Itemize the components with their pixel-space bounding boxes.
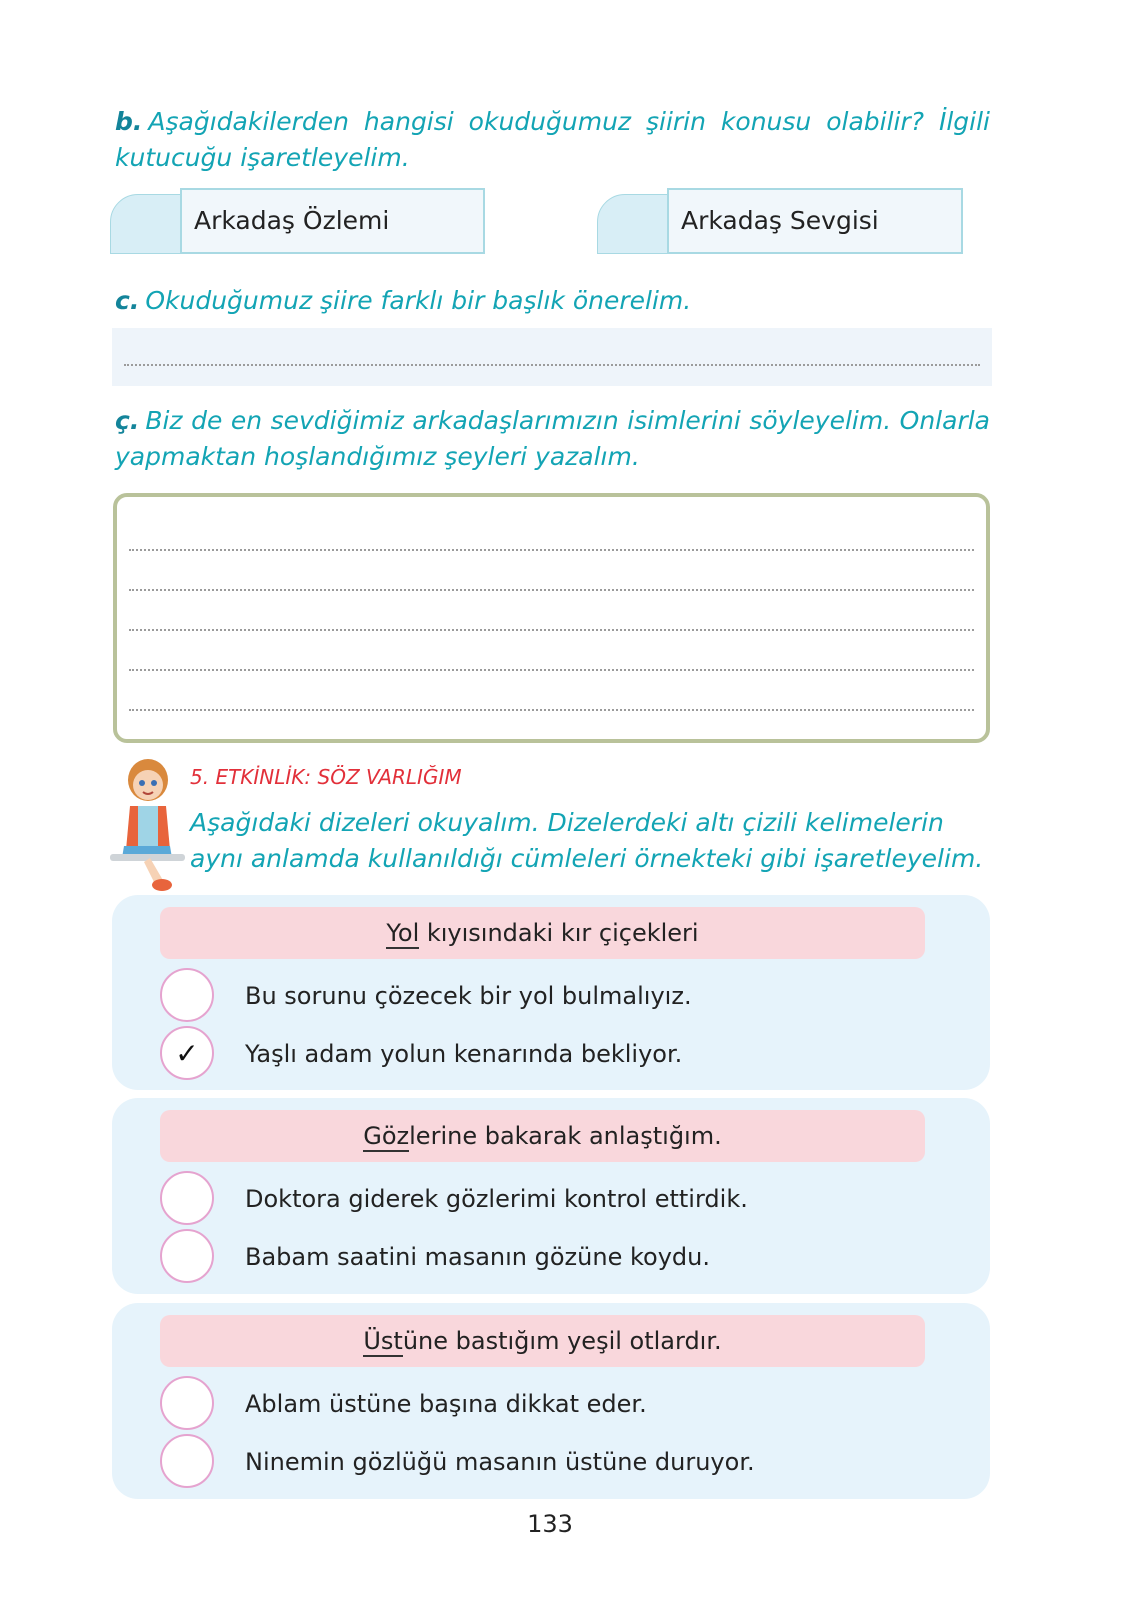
question-b-letter: b. — [115, 107, 143, 136]
verse-rest: üne bastığım yeşil otlardır. — [402, 1327, 722, 1355]
verse-rest: lerine bakarak anlaştığım. — [409, 1122, 722, 1150]
option-circle[interactable] — [160, 1376, 214, 1430]
option-row[interactable] — [160, 968, 940, 1024]
question-b-text: Aşağıdakilerden hangisi okuduğumuz şiirin konusu olabilir? İlgili kutucuğu işaretleyelim. — [115, 107, 990, 172]
underlined-word: Yol — [386, 919, 420, 947]
option-row[interactable] — [160, 1434, 940, 1490]
underlined-word: Göz — [363, 1122, 410, 1150]
question-cc-letter: ç. — [115, 406, 140, 435]
question-c-letter: c. — [115, 286, 140, 315]
question-b — [115, 104, 990, 176]
option-circle[interactable] — [160, 968, 214, 1022]
choice-label: Arkadaş Özlemi — [180, 188, 485, 254]
option-circle[interactable] — [160, 1171, 214, 1225]
question-c-text: Okuduğumuz şiire farklı bir başlık önerelim. — [145, 286, 692, 315]
option-text: Ninemin gözlüğü masanın üstüne duruyor. — [245, 1448, 755, 1476]
question-cc — [115, 403, 990, 475]
option-row[interactable] — [160, 1171, 940, 1227]
dotted-line — [129, 589, 974, 591]
question-cc-text: Biz de en sevdiğimiz arkadaşlarımızın isimlerini söyleyelim. Onlarla yapmaktan hoşlandığımız şeyleri yazalım. — [115, 406, 990, 471]
question-c — [115, 283, 990, 319]
underlined-word: Üst — [363, 1327, 403, 1355]
option-row[interactable] — [160, 1026, 940, 1082]
option-circle[interactable] — [160, 1229, 214, 1283]
verse-line — [160, 1315, 925, 1367]
dotted-line — [124, 364, 980, 366]
dotted-line — [129, 709, 974, 711]
option-row[interactable] — [160, 1376, 940, 1432]
option-text: Doktora giderek gözlerimi kontrol ettirdik. — [245, 1185, 748, 1213]
option-text: Ablam üstüne başına dikkat eder. — [245, 1390, 647, 1418]
activity-title: 5. ETKİNLİK: SÖZ VARLIĞIM — [190, 765, 462, 789]
child-illustration-icon — [110, 758, 185, 893]
exercise-panel — [112, 1098, 990, 1294]
option-row[interactable] — [160, 1229, 940, 1285]
dotted-line — [129, 669, 974, 671]
option-text: Yaşlı adam yolun kenarında bekliyor. — [245, 1040, 683, 1068]
option-circle[interactable] — [160, 1434, 214, 1488]
page-number: 133 — [527, 1510, 573, 1538]
writing-area[interactable] — [113, 493, 990, 743]
verse-line — [160, 907, 925, 959]
choice-checkbox[interactable] — [110, 194, 190, 254]
option-text: Babam saatini masanın gözüne koydu. — [245, 1243, 710, 1271]
title-answer-field[interactable] — [112, 328, 992, 386]
exercise-panel — [112, 895, 990, 1090]
choice-label: Arkadaş Sevgisi — [667, 188, 963, 254]
verse-line — [160, 1110, 925, 1162]
option-circle-checked[interactable]: ✓ — [160, 1026, 214, 1080]
choice-checkbox[interactable] — [597, 194, 677, 254]
activity-instruction: Aşağıdaki dizeleri okuyalım. Dizelerdeki altı çizili kelimelerin aynı anlamda kullanıldığı cümleleri örnekteki gibi işaretleyelim. — [190, 808, 984, 873]
exercise-panel — [112, 1303, 990, 1499]
verse-rest: kıyısındaki kır çiçekleri — [419, 919, 699, 947]
dotted-line — [129, 629, 974, 631]
dotted-line — [129, 549, 974, 551]
option-text: Bu sorunu çözecek bir yol bulmalıyız. — [245, 982, 692, 1010]
